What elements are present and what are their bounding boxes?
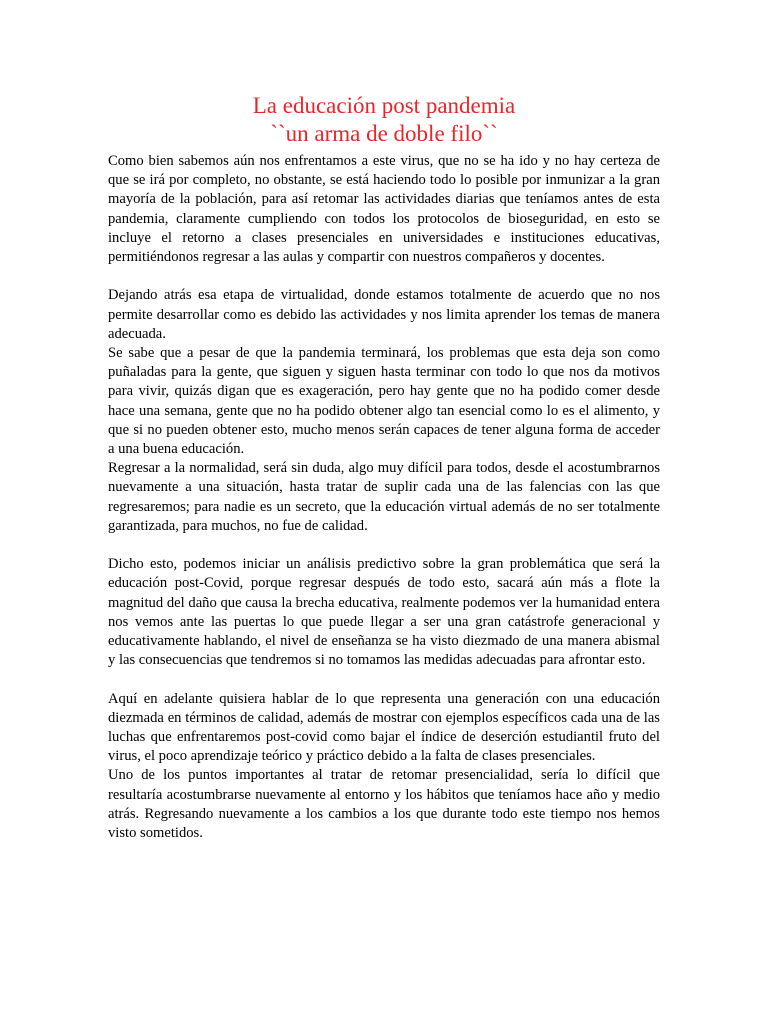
paragraph-4: Regresar a la normalidad, será sin duda, algo muy difícil para todos, desde el acostumbrarnos nuevamente a una situación, hasta tratar de suplir cada una de las falencias con las que regresaremos; para nadie es un secreto, que la educación virtual además de no ser totalmente garantizada, para muchos, no fue de calidad. — [108, 460, 660, 534]
document-title — [0, 92, 768, 148]
paragraph-3: Se sabe que a pesar de que la pandemia terminará, los problemas que esta deja son como puñaladas para la gente, que siguen y siguen hasta terminar con todo lo que nos da motivos para vivir, quizás digan que es exageración, pero hay gente que no ha podido comer desde hace una semana, gente que no ha podido obtener algo tan esencial como lo es el alimento, y que si no pueden obtener esto, mucho menos serán capaces de tener alguna forma de acceder a una buena educación. — [108, 345, 660, 458]
paragraph-1: Como bien sabemos aún nos enfrentamos a este virus, que no se ha ido y no hay certeza de que se irá por completo, no obstante, se está haciendo todo lo posible por inmunizar a la gran mayoría de la población, para así retomar las actividades diarias que teníamos antes de esta pandemia, claramente cumpliendo con todos los protocolos de bioseguridad, en esto se incluye el retorno a clases presenciales en universidades e instituciones educativas, permitiéndonos regresar a las aulas y compartir con nuestros compañeros y docentes. — [108, 153, 660, 266]
title-line-2: ``un arma de doble filo`` — [270, 121, 498, 146]
paragraph-6: Aquí en adelante quisiera hablar de lo que representa una generación con una educación diezmada en términos de calidad, además de mostrar con ejemplos específicos cada una de las luchas que enfrentaremos post-covid como bajar el índice de deserción estudiantil fruto del virus, el poco aprendizaje teórico y práctico debido a la falta de clases presenciales. — [108, 690, 660, 765]
paragraph-2: Dejando atrás esa etapa de virtualidad, donde estamos totalmente de acuerdo que no nos permite desarrollar como es debido las actividades y nos limita aprender los temas de manera adecuada. — [108, 287, 660, 342]
paragraph-7: Uno de los puntos importantes al tratar de retomar presencialidad, sería lo difícil que resultaría acostumbrarse nuevamente al entorno y los hábitos que teníamos hace año y medio atrás. Regresando nuevamente a los cambios a los que durante todo este tiempo nos hemos visto sometidos. — [108, 767, 660, 842]
document-body — [108, 152, 660, 843]
title-line-1: La educación post pandemia — [252, 93, 516, 118]
paragraph-5: Dicho esto, podemos iniciar un análisis predictivo sobre la gran problemática que será la educación post-Covid, porque regresar después de todo esto, sacará aún más a flote la magnitud del daño que causa la brecha educativa, realmente podemos ver la humanidad entera nos vemos ante las puertas lo que puede llegar a ser una gran catástrofe generacional y educativamente hablando, el nivel de enseñanza se ha visto diezmado de una manera abismal y las consecuencias que tendremos si no tomamos las medidas adecuadas para afrontar esto. — [108, 556, 660, 669]
